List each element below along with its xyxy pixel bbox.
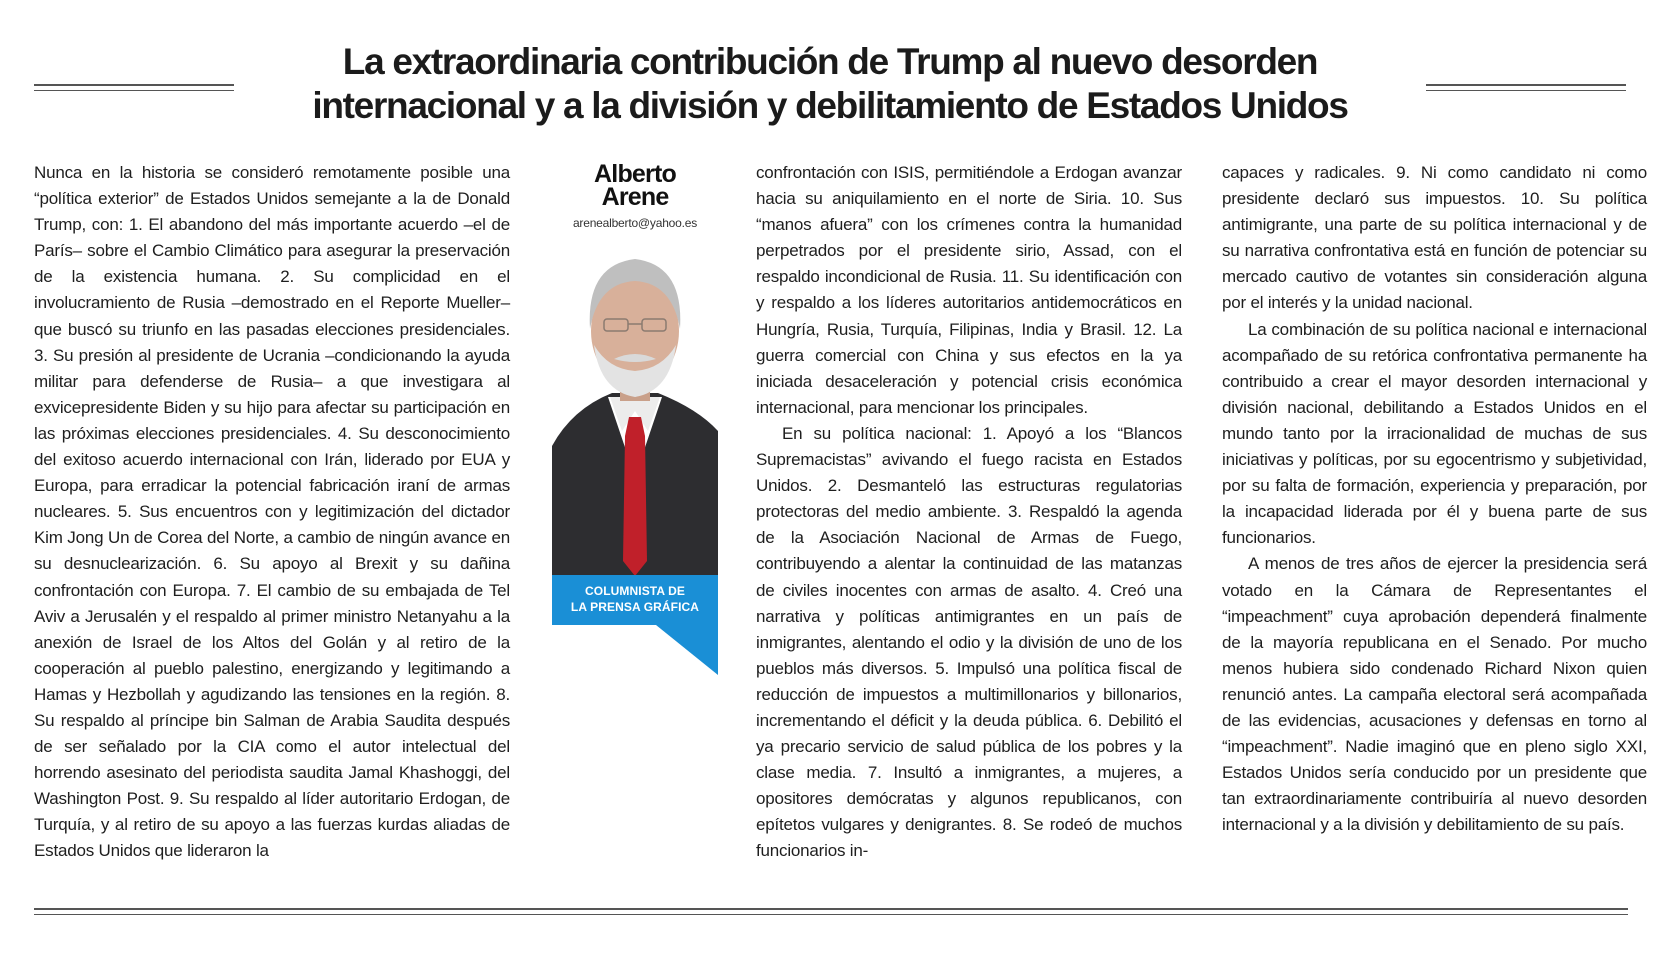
author-portrait-illustration [552,241,718,576]
headline-line-2: internacional y a la división y debilitamiento de Estados Unidos [312,85,1348,126]
footer-rule [34,908,1628,915]
article-headline [250,40,1410,128]
column-3-paragraph-1: capaces y radicales. 9. Ni como candidato ni como presidente declaró sus impuestos. 10. Su política antimigrante, una parte de su política internacional y de su narrativa confrontativa está en función de potenciar su mercado cautivo de votantes sin consideración alguna por el interés y la unidad nacional. [1222,163,1647,313]
author-portrait [552,241,718,576]
author-first-name: Alberto [594,160,676,188]
badge-tail [656,625,718,675]
column-3-paragraph-2: La combinación de su política nacional e internacional acompañado de su retórica confrontativa permanente ha contribuido a crear el mayor desorden internacional y división nacional, debilitando a Estados Unidos en el mundo tanto por la irracionalidad de muchas de sus iniciativas y políticas, por su egocentrismo y subjetividad, por su falta de formación, experiencia y preparación, por la incapacidad liderada por él y buena parte de sus funcionarios. [1222,319,1647,548]
column-2-paragraph-1: confrontación con ISIS, permitiéndole a Erdogan avanzar hacia su aniquilamiento en el norte de Siria. 10. Sus “manos afuera” con los crímenes contra la humanidad perpetrados por el presidente sirio, Assad, con el respaldo incondicional de Rusia. 11. Su identificación con y respaldo a los líderes autoritarios antidemocráticos en Hungría, Rusia, Turquía, Filipinas, India y Brasil. 12. La guerra comercial con China y sus efectos en la ya iniciada desaceleración y potencial crisis económica internacional, para mencionar los principales. [756,163,1182,417]
article-column-3 [1222,160,1647,838]
column-3-paragraph-3: A menos de tres años de ejercer la presidencia será votado en la Cámara de Representantes el “impeachment” cuya aprobación dependerá finalmente de la mayoría republicana en el Senado. Por mucho menos hubiera sido condenado Richard Nixon quien renunció antes. La campaña electoral será acompañada de las evidencias, acusaciones y defensas en torno al “impeachment”. Nadie imaginó que en pleno siglo XXI, Estados Unidos sería conducido por un presidente que tan extraordinariamente contribuiría al nuevo desorden internacional y a la división y debilitamiento de su país. [1222,554,1647,835]
article-column-1 [34,160,510,865]
author-name [552,160,718,211]
author-byline [552,160,718,614]
headline-line-1: La extraordinaria contribución de Trump al nuevo desorden [342,41,1318,82]
author-last-name: Arene [601,183,669,211]
headline-rule-right [1426,84,1626,91]
article-column-2 [756,160,1182,865]
headline-rule-left [34,84,234,91]
column-1-paragraph: Nunca en la historia se consideró remotamente posible una “política exterior” de Estados Unidos semejante a la de Donald Trump, con: 1. El abandono del más importante acuerdo –el de París– sobre el Cambio Climático para asegurar la preservación de la existencia humana. 2. Su complicidad en el involucramiento de Rusia –demostrado en el Reporte Mueller– que buscó su triunfo en las pasadas elecciones presidenciales. 3. Su presión al presidente de Ucrania –condicionando la ayuda militar para defenderse de Rusia– a que investigara al exvicepresidente Biden y su hijo para afectar su participación en las próximas elecciones presidenciales. 4. Su desconocimiento del exitoso acuerdo internacional con Irán, liderado por EUA y Europa, para erradicar la potencial fabricación iraní de armas nucleares. 5. Sus encuentros con y legitimización del dictador Kim Jong Un de Corea del Norte, a cambio de ningún avance en su desnuclearización. 6. Su apoyo al Brexit y su dañina confrontación con Europa. 7. El cambio de su embajada de Tel Aviv a Jerusalén y el respaldo al primer ministro Netanyahu a la anexión de Israel de los Altos del Golán y al retiro de la cooperación al pueblo palestino, energizando y legitimando a Hamas y Hezbollah y agudizando las tensiones en la región. 8. Su respaldo al príncipe bin Salman de Arabia Saudita después de ser señalado por la CIA como el autor intelectual del horrendo asesinato del periodista saudita Jamal Khashoggi, del Washington Post. 9. Su respaldo al líder autoritario Erdogan, de Turquía, y al retiro de su apoyo a las fuerzas kurdas aliadas de Estados Unidos que lideraron la [34,163,510,861]
column-2-paragraph-2: En su política nacional: 1. Apoyó a los “Blancos Supremacistas” avivando el fuego racista en Estados Unidos. 2. Desmanteló las estructuras regulatorias protectoras del medio ambiente. 3. Respaldó la agenda de la Asociación Nacional de Armas de Fuego, contribuyendo a alentar la continuidad de las matanzas de civiles inocentes con armas de asalto. 4. Creó una narrativa y políticas antimigrantes en un país de inmigrantes, alentando el odio y la división de uno de los pueblos más diversos. 5. Impulsó una política fiscal de reducción de impuestos a multimillonarios y billonarios, incrementando el déficit y la deuda pública. 6. Debilitó el ya precario servicio de salud pública de los pobres y la clase media. 7. Insultó a inmigrantes, a mujeres, a opositores demócratas y algunos republicanos, con epítetos vulgares y denigrantes. 8. Se rodeó de muchos funcionarios in- [756,423,1182,861]
badge-line-1: COLUMNISTA DE [585,584,685,598]
columnist-badge [552,575,718,625]
author-email: arenealberto@yahoo.es [572,216,698,230]
badge-line-2: LA PRENSA GRÁFICA [570,600,700,614]
